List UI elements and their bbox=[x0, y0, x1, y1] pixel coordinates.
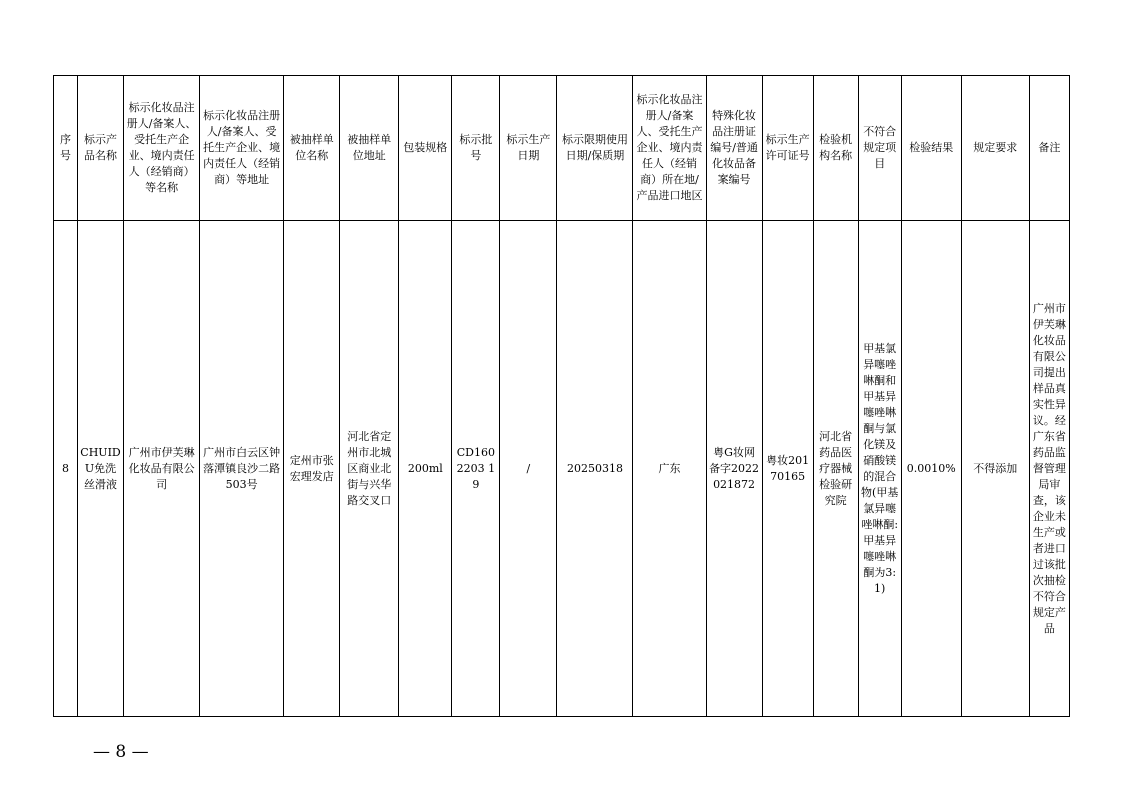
header-inspection-agency: 检验机构名称 bbox=[813, 76, 858, 221]
cell-sampled-unit-address: 河北省定州市北城区商业北街与兴华路交叉口 bbox=[340, 221, 399, 717]
header-seq-no: 序号 bbox=[54, 76, 78, 221]
header-requirement: 规定要求 bbox=[961, 76, 1029, 221]
cell-origin-region: 广东 bbox=[633, 221, 706, 717]
page-number: — 8 — bbox=[93, 742, 149, 762]
header-product-name: 标示产品名称 bbox=[78, 76, 124, 221]
header-batch-no: 标示批号 bbox=[452, 76, 500, 221]
cell-expiry-date: 20250318 bbox=[557, 221, 633, 717]
cell-registration-no: 粤G妆网备字2022021872 bbox=[706, 221, 762, 717]
cell-batch-no: CD1602203 19 bbox=[452, 221, 500, 717]
cell-inspection-result: 0.0010% bbox=[901, 221, 961, 717]
inspection-results-table bbox=[53, 75, 1070, 717]
cell-inspection-agency: 河北省药品医疗器械检验研究院 bbox=[813, 221, 858, 717]
cell-remarks: 广州市伊芙琳化妆品有限公司提出样品真实性异议。经广东省药品监督管理局审查，该企业未生产或者进口过该批次抽检不符合规定产品 bbox=[1029, 221, 1069, 717]
header-expiry-date: 标示限期使用日期/保质期 bbox=[557, 76, 633, 221]
cell-company-name: 广州市伊芙琳化妆品有限公司 bbox=[124, 221, 200, 717]
header-company-name: 标示化妆品注册人/备案人、受托生产企业、境内责任人（经销商）等名称 bbox=[124, 76, 200, 221]
header-sampled-unit-name: 被抽样单位名称 bbox=[284, 76, 340, 221]
cell-package-spec: 200ml bbox=[399, 221, 452, 717]
header-sampled-unit-address: 被抽样单位地址 bbox=[340, 76, 399, 221]
header-origin-region: 标示化妆品注册人/备案人、受托生产企业、境内责任人（经销商）所在地/产品进口地区 bbox=[633, 76, 706, 221]
header-registration-no: 特殊化妆品注册证编号/普通化妆品备案编号 bbox=[706, 76, 762, 221]
cell-company-address: 广州市白云区钟落潭镇良沙二路503号 bbox=[200, 221, 284, 717]
cell-seq-no: 8 bbox=[54, 221, 78, 717]
header-production-date: 标示生产日期 bbox=[500, 76, 557, 221]
header-package-spec: 包装规格 bbox=[399, 76, 452, 221]
header-inspection-result: 检验结果 bbox=[901, 76, 961, 221]
header-remarks: 备注 bbox=[1029, 76, 1069, 221]
cell-production-date: / bbox=[500, 221, 557, 717]
cell-product-name: CHUIDU免洗丝滑液 bbox=[78, 221, 124, 717]
cell-noncompliant-item: 甲基氯异噻唑啉酮和甲基异噻唑啉酮与氯化镁及硝酸镁的混合物(甲基氯异噻唑啉酮:甲基异噻唑啉酮为3:1) bbox=[858, 221, 901, 717]
cell-requirement: 不得添加 bbox=[961, 221, 1029, 717]
header-production-license-no: 标示生产许可证号 bbox=[762, 76, 813, 221]
table-header-row bbox=[54, 76, 1070, 221]
header-noncompliant-item: 不符合规定项目 bbox=[858, 76, 901, 221]
table-row bbox=[54, 221, 1070, 717]
cell-production-license-no: 粤妆20170165 bbox=[762, 221, 813, 717]
cell-sampled-unit-name: 定州市张宏理发店 bbox=[284, 221, 340, 717]
header-company-address: 标示化妆品注册人/备案人、受托生产企业、境内责任人（经销商）等地址 bbox=[200, 76, 284, 221]
